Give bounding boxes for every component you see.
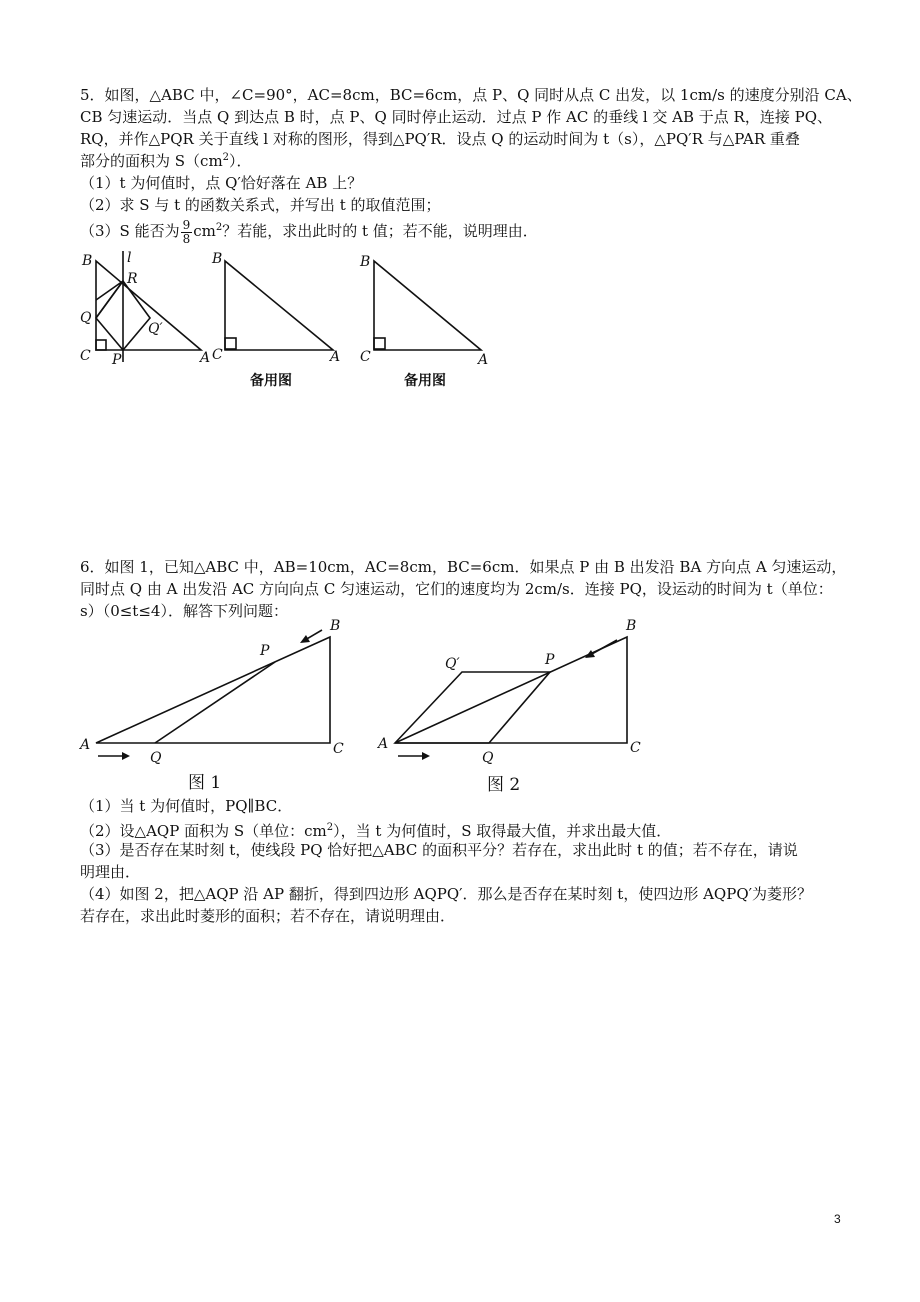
- p6-fig2-label-a: A: [378, 736, 389, 752]
- p6-question-1: （1）当 t 为何值时，PQ∥BC．: [80, 797, 293, 815]
- p6-fig1-label-c: C: [333, 741, 344, 757]
- p5-spare-figure-2: [374, 261, 481, 350]
- p5-question-3: （3）S 能否为 $\frac{9}{8}$ $cm^2$？若能，求出此时的 t 值；若不能，说明理由．: [80, 217, 538, 246]
- p5-figures: [0, 0, 920, 400]
- p5-text-line-4: 部分的面积为 $S(cm^2)$．: [80, 152, 252, 170]
- page-number: 3: [834, 1212, 841, 1226]
- p5-spare1-label-a: A: [330, 349, 341, 365]
- p5-label-p: P: [112, 352, 122, 368]
- p5-right-angle-mark: [96, 340, 106, 350]
- p5-label-a: A: [200, 350, 211, 366]
- p6-fig2-label-qprime: Q′: [445, 656, 460, 672]
- p5-label-c: C: [80, 348, 91, 364]
- p5-text-line-3: RQ，并作△PQR 关于直线 l 对称的图形，得到△PQ′R．设点 Q 的运动时间为 t（s），△PQ′R 与△PAR 重叠: [80, 130, 800, 148]
- p5-spare-figure-1: [225, 261, 333, 350]
- p6-fig1-triangle-abc: [96, 637, 330, 743]
- p5-spare1-label-c: C: [212, 347, 223, 363]
- p6-figure-2: [395, 637, 627, 760]
- p6-fig2-caption: 图 2: [487, 775, 521, 795]
- p5-label-l: l: [127, 250, 132, 266]
- p6-question-3-line-2: 明理由．: [80, 863, 141, 881]
- p5-spare2-label-b: B: [360, 254, 371, 270]
- p6-question-3-line-1: （3）是否存在某时刻 t，使线段 PQ 恰好把△ABC 的面积平分？若存在，求出此时 t 的值；若不存在，请说: [80, 841, 798, 859]
- p6-fig2-label-b: B: [626, 618, 637, 634]
- p5-spare2-label-c: C: [360, 349, 371, 365]
- p5-label-q: Q: [80, 310, 92, 326]
- p5-text-line-1: 5．如图，△ABC 中，∠C=90°，AC=8cm，BC=6cm，点 P、Q 同时从点 C 出发，以 1cm/s 的速度分别沿 CA、: [80, 86, 862, 104]
- p6-fig1-segment-pq: [155, 662, 275, 743]
- p6-fig1-label-a: A: [80, 737, 91, 753]
- p5-text-line-2: CB 匀速运动．当点 Q 到达点 B 时，点 P、Q 同时停止运动．过点 P 作 AC 的垂线 l 交 AB 于点 R，连接 PQ、: [80, 108, 833, 126]
- p6-figures: [0, 600, 920, 800]
- p6-fig1-caption: 图 1: [188, 773, 222, 793]
- p5-label-qprime: Q′: [148, 321, 163, 337]
- p6-fig1-label-p: P: [260, 643, 270, 659]
- p5-spare1-label-b: B: [212, 251, 223, 267]
- p5-question-1: （1）t 为何值时，点 Q′恰好落在 AB 上？: [80, 174, 363, 192]
- p6-fig2-label-q: Q: [482, 750, 494, 766]
- p6-question-4-line-2: 若存在，求出此时菱形的面积；若不存在，请说明理由．: [80, 907, 456, 925]
- p6-text-line-2: 同时点 Q 由 A 出发沿 AC 方向向点 C 匀速运动，它们的速度均为 2cm/s．连接 PQ，设运动的时间为 t（单位：: [80, 580, 833, 598]
- p5-spare2-caption: 备用图: [404, 373, 446, 389]
- p5-label-b: B: [82, 253, 93, 269]
- p6-fig2-label-p: P: [545, 652, 555, 668]
- fraction-9-8: $\frac{9}{8}$: [182, 217, 191, 246]
- p6-figure-1: [96, 630, 330, 760]
- p5-label-r: R: [127, 271, 138, 287]
- p6-question-2: （2）设△AQP 面积为 S（单位：$cm^2$），当 t 为何值时，S 取得最大值，并求出最大值．: [80, 822, 672, 840]
- p5-question-2: （2）求 S 与 t 的函数关系式，并写出 t 的取值范围；: [80, 196, 441, 214]
- p5-spare2-label-a: A: [478, 352, 489, 368]
- p6-question-4-line-1: （4）如图 2，把△AQP 沿 AP 翻折，得到四边形 AQPQ′．那么是否存在某时刻 t，使四边形 AQPQ′为菱形？: [80, 885, 813, 903]
- p6-text-line-3: s）（0≤t≤4）．解答下列问题：: [80, 602, 288, 620]
- p5-main-figure: [96, 251, 201, 362]
- p5-spare1-caption: 备用图: [250, 373, 292, 389]
- p6-fig1-label-b: B: [330, 618, 341, 634]
- p6-text-line-1: 6．如图 1，已知△ABC 中，AB=10cm，AC=8cm，BC=6cm．如果点 P 由 B 出发沿 BA 方向点 A 匀速运动，: [80, 558, 847, 576]
- p6-fig2-label-c: C: [630, 740, 641, 756]
- p6-fig1-label-q: Q: [150, 750, 162, 766]
